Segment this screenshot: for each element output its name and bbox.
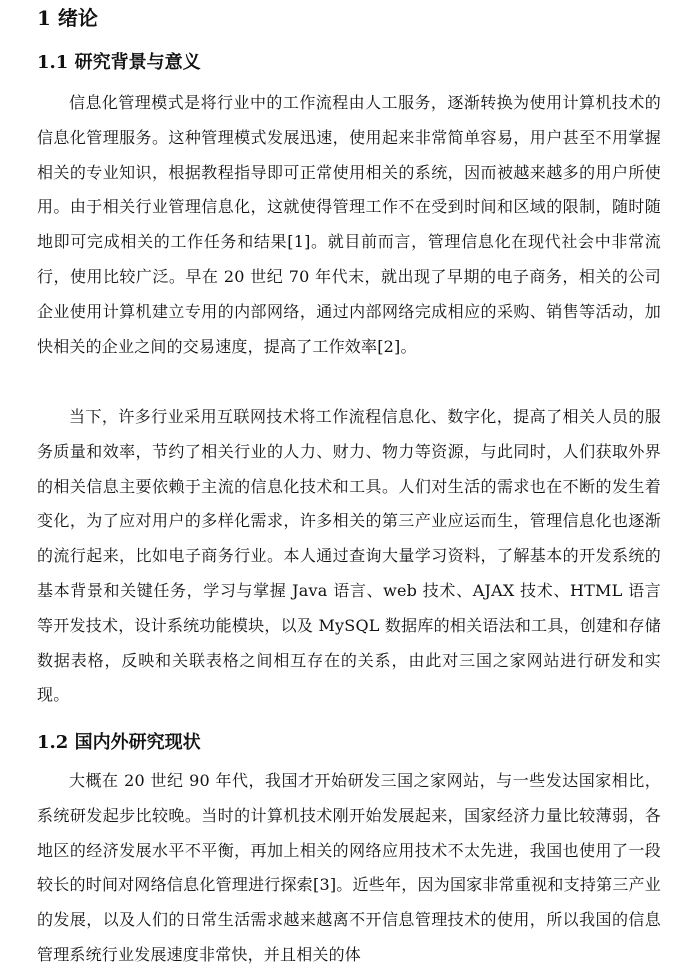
section-heading: 1.1 研究背景与意义 (37, 52, 201, 73)
paragraph: 信息化管理模式是将行业中的工作流程由人工服务，逐渐转换为使用计算机技术的信息化管理服务。这种管理模式发展迅速，使用起来非常简单容易，用户甚至不用掌握相关的专业知识，根据教程指导即可正常使用相关的系统，因而被越来越多的用户所使用。由于相关行业管理信息化，这就使得管理工作不在受到时间和区域的限制，随时随地即可完成相关的工作任务和结果[1]。就目前而言，管理信息化在现代社会中非常流行，使用比较广泛。早在 20 世纪 70 年代末，就出现了早期的电子商务，相关的公司企业使用计算机建立专用的内部网络，通过内部网络完成相应的采购、销售等活动，加快相关的企业之间的交易速度，提高了工作效率[2]。 (37, 93, 661, 356)
section-heading: 1.2 国内外研究现状 (37, 732, 201, 753)
paragraph: 大概在 20 世纪 90 年代，我国才开始研发三国之家网站，与一些发达国家相比，系统研发起步比较晚。当时的计算机技术刚开始发展起来，国家经济力量比较薄弱，各地区的经济发展水平不平衡，再加上相关的网络应用技术不太先进，我国也使用了一段较长的时间对网络信息化管理进行探索[3]。近些年，因为国家非常重视和支持第三产业的发展，以及人们的日常生活需求越来越离不开信息管理技术的使用，所以我国的信息管理系统行业发展速度非常快，并且相关的体 (37, 771, 661, 964)
paragraph: 当下，许多行业采用互联网技术将工作流程信息化、数字化，提高了相关人员的服务质量和效率，节约了相关行业的人力、财力、物力等资源，与此同时，人们获取外界的相关信息主要依赖于主流的信息化技术和工具。人们对生活的需求也在不断的发生着变化，为了应对用户的多样化需求，许多相关的第三产业应运而生，管理信息化也逐渐的流行起来，比如电子商务行业。本人通过查询大量学习资料，了解基本的开发系统的基本背景和关键任务，学习与掌握 Java 语言、web 技术、AJAX 技术、HTML 语言等开发技术，设计系统功能模块，以及 MySQL 数据库的相关语法和工具，创建和存储数据表格，反映和关联表格之间相互存在的关系，由此对三国之家网站进行研发和实现。 (37, 407, 661, 705)
chapter-title: 1 绪论 (37, 6, 98, 30)
